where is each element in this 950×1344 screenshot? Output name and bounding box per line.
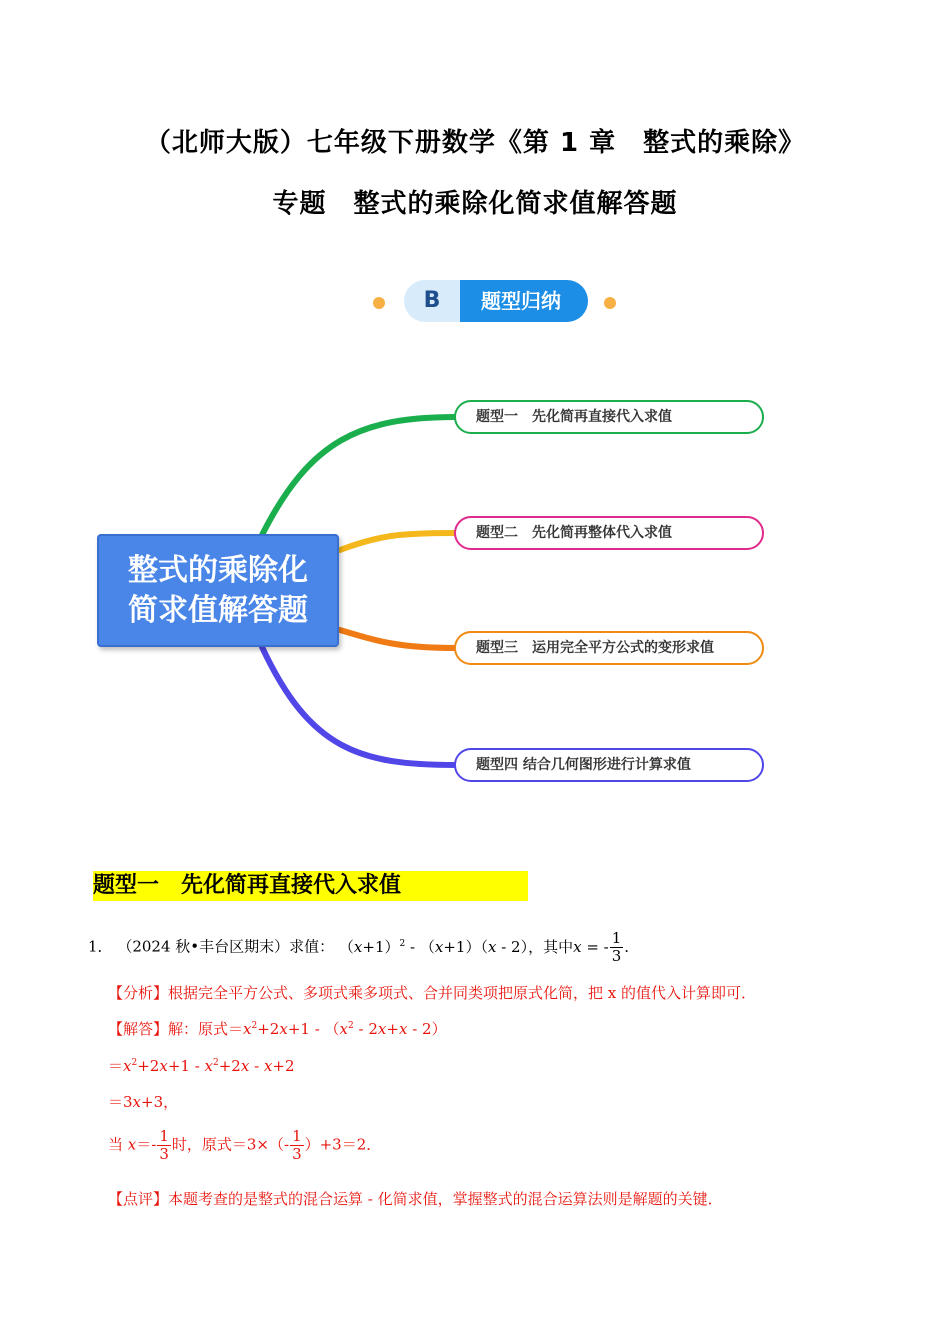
mindmap-center: [97, 534, 339, 647]
answer-line-3: ＝3x+3，: [108, 1093, 179, 1111]
question-expression: $(x+1)^2 - (x+1)(x - 2)$，其中x = - $\frac{1}{3}$ .: [338, 929, 630, 965]
mindmap-branch-4: 题型四 结合几何图形进行计算求值: [454, 748, 764, 782]
mindmap-center-line1: 整式的乘除化: [128, 552, 308, 588]
mindmap-branch-1: 题型一 先化简再直接代入求值: [454, 400, 764, 434]
answer-line-4: 当 x＝- $\frac{1}{3}$ 时，原式＝3×（- $\frac{1}{3}$ ）+3＝2．: [108, 1127, 382, 1163]
page-title: （北师大版）七年级下册数学《第 1 章 整式的乘除》: [144, 128, 806, 158]
comment-tag: 【点评】: [108, 1190, 169, 1208]
badge-text: 题型归纳: [454, 280, 588, 322]
mindmap-branch-3: 题型三 运用完全平方公式的变形求值: [454, 631, 764, 665]
analysis: [108, 982, 756, 1003]
question-1: [88, 930, 629, 965]
answer-tag: 【解答】: [108, 1020, 169, 1038]
comment: [108, 1188, 723, 1209]
analysis-text: 根据完全平方公式、多项式乘多项式、合并同类项把原式化简，把 x 的值代入计算即可．: [168, 984, 757, 1002]
answer-line-1: 【解答】解：原式$=x^2+2x+1 - (x^2 - 2x+x - 2)$: [108, 1020, 447, 1038]
question-number: 1．: [88, 937, 113, 956]
section-badge: [404, 280, 588, 322]
badge-letter: B: [404, 280, 460, 322]
question-source: （2024 秋•丰台区期末）求值：: [117, 937, 335, 956]
page-subtitle: 专题 整式的乘除化简求值解答题: [272, 189, 678, 219]
mindmap-center-line2: 简求值解答题: [128, 592, 308, 628]
mindmap-branch-2: 题型二 先化简再整体代入求值: [454, 516, 764, 550]
analysis-tag: 【分析】: [108, 984, 169, 1002]
comment-text: 本题考查的是整式的混合运算 - 化简求值，掌握整式的混合运算法则是解题的关键．: [168, 1190, 723, 1208]
answer-line-2: $=x^2+2x+1 - x^2+2x - x+2$: [108, 1057, 295, 1075]
section-heading: 题型一 先化简再直接代入求值: [93, 871, 528, 901]
